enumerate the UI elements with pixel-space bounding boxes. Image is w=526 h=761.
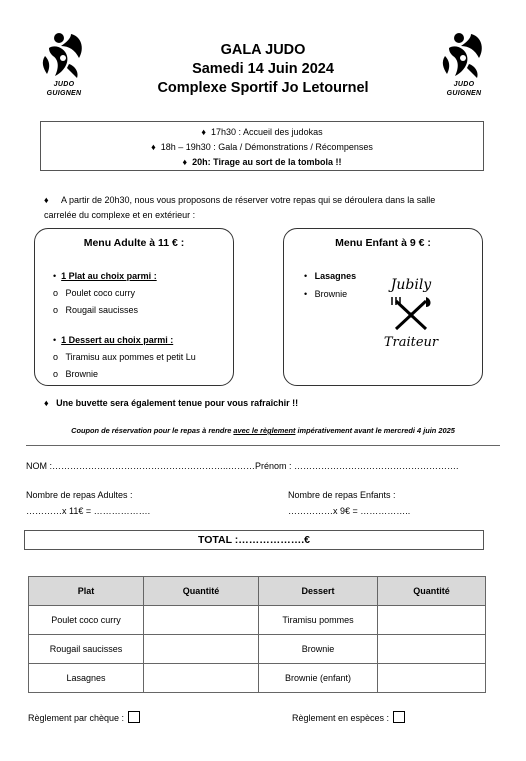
dessert-cell: Brownie (enfant) — [259, 664, 378, 693]
diamond-bullet-icon: ♦ — [182, 157, 193, 167]
round-bullet-icon: • — [53, 335, 62, 345]
adultes-label: Nombre de repas Adultes : — [26, 490, 133, 500]
payment-especes — [292, 711, 405, 723]
round-bullet-icon: • — [53, 271, 62, 281]
judoka-icon — [441, 30, 487, 80]
dessert-item: o Tiramisu aux pommes et petit Lu — [53, 352, 196, 362]
logo-text-line2: GUIGNEN — [446, 90, 482, 97]
payment-especes-label: Règlement en espèces : — [292, 713, 390, 723]
enfant-item: • Brownie — [304, 289, 348, 299]
dessert-cell: Tiramisu pommes — [259, 606, 378, 635]
total-box[interactable]: TOTAL :……………….€ — [24, 530, 484, 550]
intro-line-1: A partir de 20h30, nous vous proposons de réserver votre repas qui se déroulera dans la salle — [61, 195, 436, 205]
judoka-icon — [41, 30, 87, 80]
divider — [26, 445, 500, 446]
judo-logo-right — [434, 30, 494, 98]
column-header: Quantité — [144, 577, 259, 606]
enfants-label: Nombre de repas Enfants : — [288, 490, 396, 500]
enfant-item: • Lasagnes — [304, 271, 357, 281]
schedule-item: ♦ 18h – 19h30 : Gala / Démonstrations / Récompenses — [151, 142, 373, 152]
dessert-item: o Brownie — [53, 369, 99, 379]
title-line-2: Samedi 14 Juin 2024 — [192, 61, 334, 77]
round-bullet-icon: • — [304, 271, 315, 281]
menu-adulte-box — [34, 228, 234, 386]
table-row — [29, 606, 486, 635]
traiteur-logo-bottom: Traiteur — [383, 335, 439, 350]
plat-item: o Rougail saucisses — [53, 305, 139, 315]
dessert-heading: • 1 Dessert au choix parmi : — [53, 335, 174, 345]
circle-bullet-icon: o — [53, 305, 66, 315]
quantity-cell[interactable] — [144, 606, 259, 635]
table-header-row — [29, 577, 486, 606]
menu-enfant-title: Menu Enfant à 9 € : — [335, 237, 431, 249]
quantity-cell[interactable] — [144, 635, 259, 664]
table-row — [29, 664, 486, 693]
traiteur-logo — [376, 277, 446, 350]
plat-cell: Lasagnes — [29, 664, 144, 693]
traiteur-logo-top: Jubily — [390, 277, 432, 293]
quantity-cell[interactable] — [378, 635, 486, 664]
quantity-cell[interactable] — [144, 664, 259, 693]
plat-heading: • 1 Plat au choix parmi : — [53, 271, 157, 281]
nom-prenom-field[interactable]: NOM :…………………………………………………..………Prénom : ………………………………………………. — [26, 461, 459, 471]
buvette-note: ♦ Une buvette sera également tenue pour vous rafraîchir !! — [44, 398, 299, 408]
menu-adulte-title: Menu Adulte à 11 € : — [83, 237, 185, 249]
page-title — [100, 41, 426, 98]
payment-cheque-label: Règlement par chèque : — [28, 713, 125, 723]
circle-bullet-icon: o — [53, 352, 66, 362]
schedule-item: ♦ 20h: Tirage au sort de la tombola !! — [182, 157, 342, 167]
intro-paragraph — [44, 193, 492, 223]
plat-cell: Rougail saucisses — [29, 635, 144, 664]
schedule-box — [40, 121, 484, 171]
diamond-bullet-icon: ♦ — [44, 195, 49, 205]
circle-bullet-icon: o — [53, 288, 66, 298]
logo-text-line1: JUDO — [453, 81, 475, 88]
intro-line-2: carrelée du complexe et en extérieur : — [44, 210, 196, 220]
diamond-bullet-icon: ♦ — [44, 398, 57, 408]
menu-enfant-box — [283, 228, 483, 386]
cheque-checkbox[interactable] — [128, 711, 140, 723]
schedule-item: ♦ 17h30 : Accueil des judokas — [201, 127, 323, 137]
quantity-cell[interactable] — [378, 606, 486, 635]
logo-text-line1: JUDO — [53, 81, 75, 88]
order-table — [28, 576, 486, 693]
plat-cell: Poulet coco curry — [29, 606, 144, 635]
round-bullet-icon: • — [304, 289, 315, 299]
diamond-bullet-icon: ♦ — [201, 127, 211, 137]
coupon-note: Coupon de réservation pour le repas à rendre avec le règlement impérativement avant le mercredi 4 juin 2025 — [71, 426, 455, 435]
column-header: Plat — [29, 577, 144, 606]
especes-checkbox[interactable] — [393, 711, 405, 723]
enfants-calc-field[interactable]: ……………x 9€ = …………….. — [288, 506, 411, 516]
payment-cheque — [28, 711, 140, 723]
table-row — [29, 635, 486, 664]
quantity-cell[interactable] — [378, 664, 486, 693]
dessert-cell: Brownie — [259, 635, 378, 664]
fork-knife-icon — [386, 295, 436, 333]
diamond-bullet-icon: ♦ — [151, 142, 161, 152]
column-header: Quantité — [378, 577, 486, 606]
logo-text-line2: GUIGNEN — [46, 90, 82, 97]
plat-item: o Poulet coco curry — [53, 288, 136, 298]
title-line-3: Complexe Sportif Jo Letournel — [157, 80, 369, 96]
judo-logo-left — [34, 30, 94, 98]
column-header: Dessert — [259, 577, 378, 606]
adultes-calc-field[interactable]: …………x 11€ = ………………. — [26, 506, 151, 516]
title-line-1: GALA JUDO — [220, 42, 306, 58]
circle-bullet-icon: o — [53, 369, 66, 379]
